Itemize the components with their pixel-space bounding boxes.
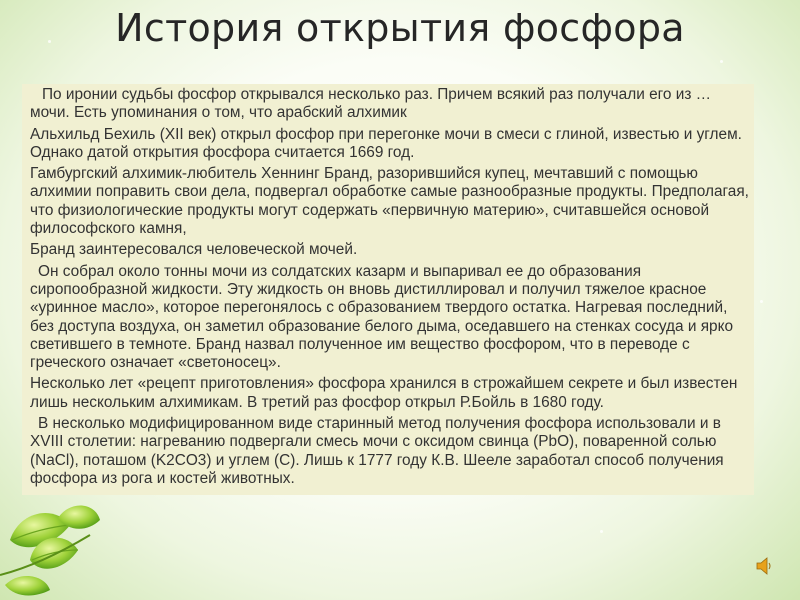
sparkle-decoration	[600, 530, 603, 533]
speaker-icon[interactable]	[755, 555, 773, 577]
green-leaves-icon	[0, 480, 120, 600]
paragraph-alkhild: Альхильд Бехиль (XII век) открыл фосфор при перегонке мочи в смеси с глиной, известью и углем. Однако датой открытия фосфора считается 1669 год.	[30, 125, 742, 161]
paragraph-brand-alchemist: Гамбургский алхимик-любитель Хеннинг Бранд, разорившийся купец, мечтавший с помощью алхимии поправить свои дела, подвергал обработке самые разнообразные продукты. Предполагая, что физиологические продукты могут содержать «первичную материю», считавшейся основой философского камня,	[30, 165, 749, 238]
paragraph-secret: Несколько лет «рецепт приготовления» фосфора хранился в строжайшем секрете и был известен лишь нескольким алхимикам. В третий раз фосфор открыл Р.Бойль в 1680 году.	[30, 375, 738, 411]
slide-title: История открытия фосфора	[115, 6, 685, 50]
paragraph-xviii-century: В несколько модифицированном виде старинный метод получения фосфора использовали и в XVIII столетии: нагреванию подвергали смесь мочи с оксидом свинца (PbO), поваренной солью (NaCl), поташом (K2CO3) и углем (C). Лишь к 1777 году К.В. Шееле заработал способ получения фосфора из рога и костей животных.	[30, 415, 724, 487]
paragraph-experiment: Он собрал около тонны мочи из солдатских казарм и выпаривал ее до образования сиропообразной жидкости. Эту жидкость он вновь дистиллировал и получил тяжелое красное «уринное масло», которое перегонялось с образованием твердого остатка. Нагревая последний, без доступа воздуха, он заметил образование белого дыма, оседавшего на стенках сосуда и ярко светившего в темноте. Бранд назвал полученное им вещество фосфором, что в переводе с греческого означает «светоносец».	[30, 262, 734, 372]
sparkle-decoration	[720, 60, 723, 63]
paragraph-brand-urine: Бранд заинтересовался человеческой мочей.	[30, 241, 358, 259]
slide-body-text	[22, 84, 754, 495]
paragraph-intro: По иронии судьбы фосфор открывался несколько раз. Причем всякий раз получали его из … мочи. Есть упоминания о том, что арабский алхимик	[30, 86, 712, 122]
sparkle-decoration	[760, 300, 763, 303]
